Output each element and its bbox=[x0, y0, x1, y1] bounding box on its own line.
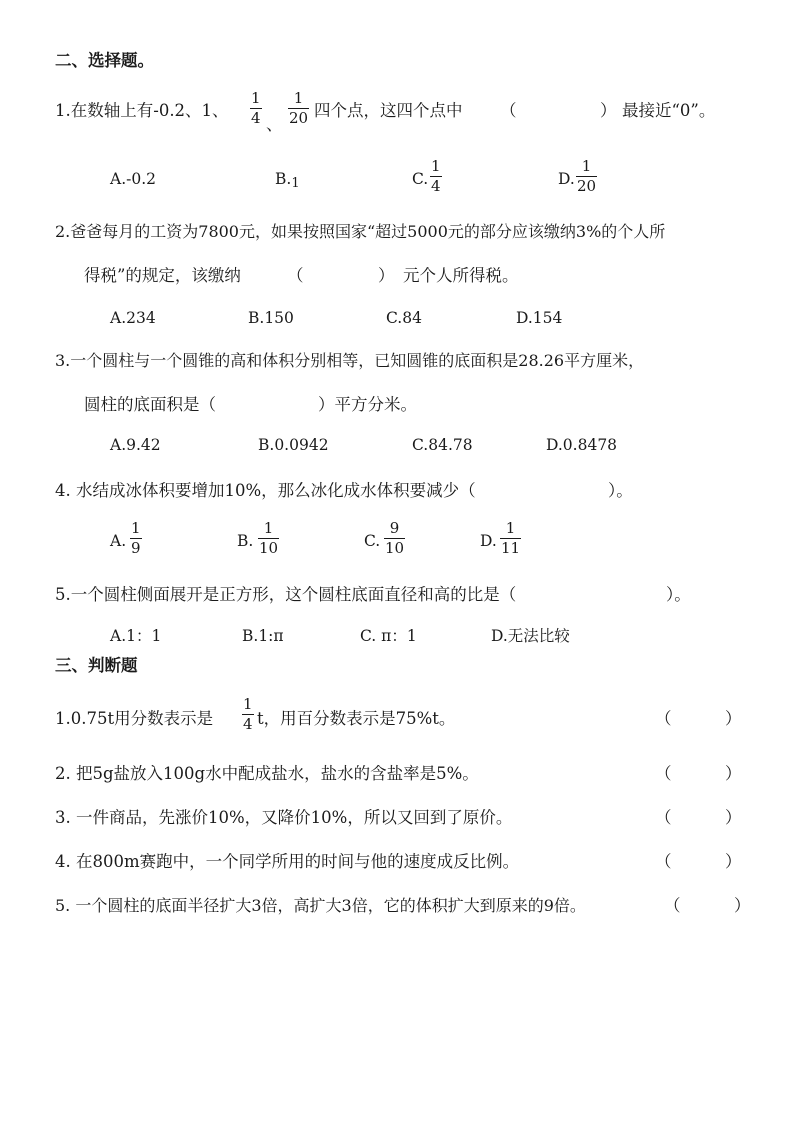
q3-line-2-post: ）平方分米。 bbox=[318, 395, 417, 414]
q3-option-a[interactable]: A.9.42 bbox=[110, 436, 161, 454]
q1-text-tail: 最接近“0”。 bbox=[622, 101, 716, 120]
q1-answer-blank-open[interactable]: （ bbox=[500, 101, 517, 120]
q2-answer-blank-open[interactable]: （ bbox=[287, 266, 304, 285]
judge-1-fraction bbox=[242, 697, 254, 732]
q2-line-1: 2.爸爸每月的工资为7800元，如果按照国家“超过5000元的部分应该缴纳3%的个人所 bbox=[55, 222, 666, 241]
q5-line-post: ）。 bbox=[666, 585, 691, 604]
q2-option-c[interactable]: C.84 bbox=[386, 309, 422, 327]
section-title-choice: 二、选择题。 bbox=[55, 51, 154, 70]
q2-line-2-post: 元个人所得税。 bbox=[403, 266, 519, 285]
q4-option-c-denominator: 10 bbox=[385, 539, 405, 557]
q1-fraction-1-20 bbox=[288, 91, 309, 126]
q1-option-b-value: 1 bbox=[291, 176, 300, 191]
q4-line-post: ）。 bbox=[608, 481, 633, 500]
judge-1-text-post: t，用百分数表示是75%t。 bbox=[257, 709, 456, 728]
q4-option-a[interactable]: A. bbox=[110, 532, 127, 550]
q1-fraction-1-4 bbox=[250, 91, 262, 126]
q5-option-a[interactable]: A.1：1 bbox=[110, 627, 162, 645]
q1-option-b[interactable] bbox=[275, 170, 300, 191]
q2-option-b[interactable]: B.150 bbox=[248, 309, 294, 327]
q3-option-b[interactable]: B.0.0942 bbox=[258, 436, 329, 454]
q1-option-d-fraction bbox=[576, 159, 597, 194]
q2-answer-blank-close: ） bbox=[378, 266, 395, 285]
q4-option-a-numerator: 1 bbox=[131, 519, 141, 537]
q4-line-pre: 4. 水结成冰体积要增加10%，那么冰化成水体积要减少（ bbox=[55, 481, 476, 500]
q4-option-c[interactable]: C. bbox=[364, 532, 381, 550]
judge-4-answer-close: ） bbox=[725, 852, 742, 871]
q1-frac2-numerator: 1 bbox=[293, 89, 304, 107]
q1-option-a[interactable]: A.-0.2 bbox=[110, 170, 157, 188]
q4-option-d-fraction bbox=[500, 521, 521, 556]
q4-option-d[interactable]: D. bbox=[480, 532, 497, 550]
q1-option-c-numerator: 1 bbox=[431, 157, 441, 175]
q4-option-d-numerator: 1 bbox=[505, 519, 516, 537]
q1-option-c-denominator: 4 bbox=[431, 177, 441, 195]
q3-option-c[interactable]: C.84.78 bbox=[412, 436, 473, 454]
q2-option-a[interactable]: A.234 bbox=[110, 309, 156, 327]
q2-line-2-pre: 得税”的规定，该缴纳 bbox=[84, 266, 241, 285]
judge-5-answer-close: ） bbox=[734, 896, 751, 915]
judge-4-answer-open[interactable]: （ bbox=[655, 852, 672, 871]
judge-1-denominator: 4 bbox=[243, 715, 253, 733]
q1-frac1-denominator: 4 bbox=[251, 109, 261, 127]
q4-option-a-denominator: 9 bbox=[131, 539, 141, 557]
q5-option-c[interactable]: C. π：1 bbox=[360, 627, 417, 645]
q4-option-b[interactable]: B. bbox=[237, 532, 254, 550]
q2-option-d[interactable]: D.154 bbox=[516, 309, 563, 327]
judge-3-text: 3. 一件商品，先涨价10%，又降价10%，所以又回到了原价。 bbox=[55, 808, 513, 827]
q1-option-b-label: B. bbox=[275, 170, 292, 188]
judge-3-answer-close: ） bbox=[725, 808, 742, 827]
q4-option-b-numerator: 1 bbox=[263, 519, 274, 537]
q1-frac2-denominator: 20 bbox=[289, 109, 309, 127]
q1-option-d[interactable]: D. bbox=[558, 170, 575, 188]
judge-2-answer-close: ） bbox=[725, 764, 742, 783]
section-title-judge: 三、判断题 bbox=[55, 656, 138, 675]
judge-3-answer-open[interactable]: （ bbox=[655, 808, 672, 827]
judge-1-text-pre: 1.0.75t用分数表示是 bbox=[55, 709, 214, 728]
q1-option-c[interactable]: C. bbox=[412, 170, 429, 188]
q1-text-post: 四个点，这四个点中 bbox=[314, 101, 463, 120]
judge-4-text: 4. 在800m赛跑中，一个同学所用的时间与他的速度成反比例。 bbox=[55, 852, 520, 871]
judge-2-text: 2. 把5g盐放入100g水中配成盐水，盐水的含盐率是5%。 bbox=[55, 764, 479, 783]
q4-option-c-numerator: 9 bbox=[389, 519, 400, 537]
q3-line-1: 3.一个圆柱与一个圆锥的高和体积分别相等，已知圆锥的底面积是28.26平方厘米， bbox=[55, 351, 645, 370]
q4-option-d-denominator: 11 bbox=[501, 539, 521, 557]
q1-answer-blank-close: ） bbox=[600, 101, 617, 120]
judge-5-text: 5. 一个圆柱的底面半径扩大3倍，高扩大3倍，它的体积扩大到原来的9倍。 bbox=[55, 896, 586, 915]
q5-line-pre: 5.一个圆柱侧面展开是正方形，这个圆柱底面直径和高的比是（ bbox=[55, 585, 517, 604]
q3-line-2-pre: 圆柱的底面积是（ bbox=[84, 395, 216, 414]
q4-option-b-denominator: 10 bbox=[259, 539, 279, 557]
q5-option-d[interactable]: D.无法比较 bbox=[491, 627, 570, 645]
q1-option-c-fraction bbox=[430, 159, 442, 194]
judge-1-answer-open[interactable]: （ bbox=[655, 709, 672, 728]
q3-option-d[interactable]: D.0.8478 bbox=[546, 436, 618, 454]
q4-option-a-fraction bbox=[130, 521, 142, 556]
q1-separator: 、 bbox=[266, 115, 283, 134]
q5-option-b[interactable]: B.1:π bbox=[242, 627, 284, 645]
q4-option-b-fraction bbox=[258, 521, 279, 556]
q1-frac1-numerator: 1 bbox=[251, 89, 261, 107]
q4-option-c-fraction bbox=[384, 521, 405, 556]
q1-option-d-numerator: 1 bbox=[581, 157, 592, 175]
judge-1-numerator: 1 bbox=[243, 695, 253, 713]
judge-2-answer-open[interactable]: （ bbox=[655, 764, 672, 783]
q1-option-d-denominator: 20 bbox=[577, 177, 597, 195]
judge-1-answer-close: ） bbox=[725, 709, 742, 728]
q1-text-pre: 1.在数轴上有-0.2、1、 bbox=[55, 101, 229, 120]
judge-5-answer-open[interactable]: （ bbox=[664, 896, 681, 915]
